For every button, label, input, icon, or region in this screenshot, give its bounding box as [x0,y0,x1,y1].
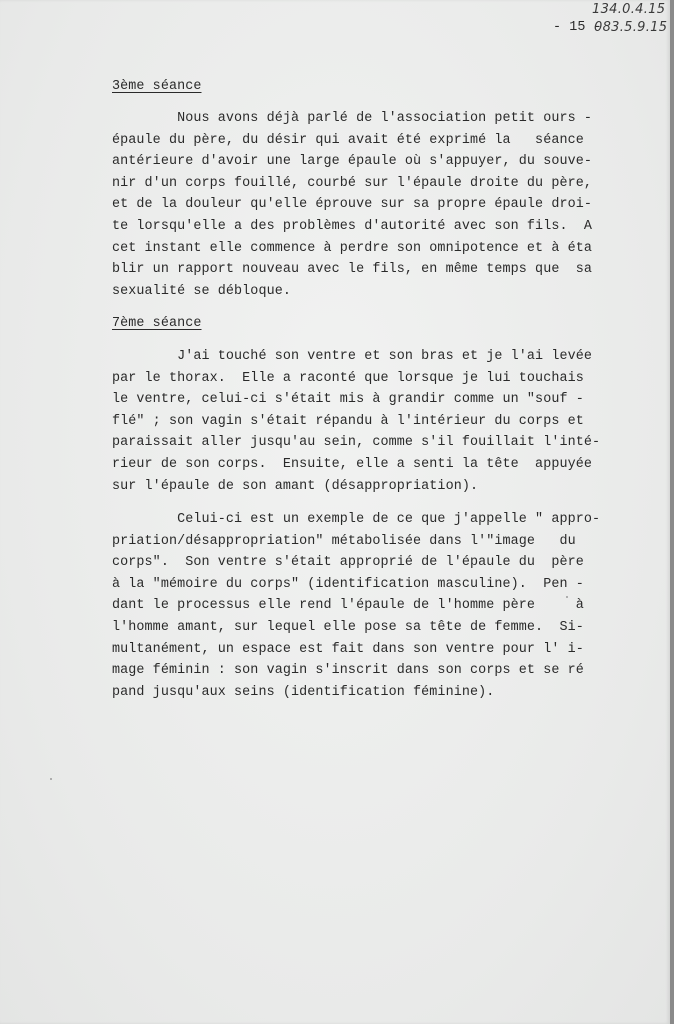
section-7-paragraph-2 [112,509,600,703]
text-line: corps". Son ventre s'était approprié de l'épaule du père [112,555,584,571]
text-line: Nous avons déjà parlé de l'association petit ours - [112,111,593,126]
text-line: le ventre, celui-ci s'était mis à grandir comme un "souf - [112,392,584,408]
handwritten-reference-bottom: 083.5.9.15 [594,20,668,35]
text-line: mage féminin : son vagin s'inscrit dans son corps et se ré [112,663,584,679]
page-number: - 15 - [553,20,602,35]
paper-speck [50,778,52,780]
text-line: rieur de son corps. Ensuite, elle a senti la tête appuyée [112,456,593,472]
text-line: et de la douleur qu'elle éprouve sur sa propre épaule droi- [112,197,593,213]
text-line: paraissait aller jusqu'au sein, comme s'il fouillait l'inté- [112,435,601,451]
text-line: dant le processus elle rend l'épaule de l'homme père à [112,598,584,614]
text-line: J'ai touché son ventre et son bras et je l'ai levée [112,349,593,364]
section-heading-7eme-seance: 7ème séance [112,316,202,331]
text-line: épaule du père, du désir qui avait été exprimé la séance [112,132,584,148]
text-line: l'homme amant, sur lequel elle pose sa tête de femme. Si- [112,619,584,635]
text-line: antérieure d'avoir une large épaule où s'appuyer, du souve- [112,154,593,170]
text-line: flé" ; son vagin s'était répandu à l'intérieur du corps et [112,413,584,429]
text-line: pand jusqu'aux seins (identification féminine). [112,684,495,700]
text-line: te lorsqu'elle a des problèmes d'autorité avec son fils. A [112,218,593,234]
section-7-paragraph-1 [112,346,600,497]
section-3-paragraph-1 [112,108,592,302]
text-line: Celui-ci est un exemple de ce que j'appelle " appro- [112,512,601,527]
section-heading-3eme-seance: 3ème séance [112,79,202,94]
text-line: nir d'un corps fouillé, courbé sur l'épaule droite du père, [112,175,593,191]
handwritten-reference-top: 134.0.4.15 [592,2,666,17]
text-line: blir un rapport nouveau avec le fils, en même temps que sa [112,262,593,278]
text-line: priation/désappropriation" métabolisée dans l'"image du [112,533,576,549]
text-line: cet instant elle commence à perdre son omnipotence et à éta [112,240,593,256]
paper-speck [566,596,568,598]
text-line: à la "mémoire du corps" (identification masculine). Pen - [112,576,584,592]
text-line: multanément, un espace est fait dans son ventre pour l' i- [112,641,584,657]
text-line: sexualité se débloque. [112,283,291,299]
scan-edge [670,0,674,1024]
text-line: par le thorax. Elle a raconté que lorsque je lui touchais [112,370,584,386]
text-line: sur l'épaule de son amant (désappropriation). [112,478,479,494]
